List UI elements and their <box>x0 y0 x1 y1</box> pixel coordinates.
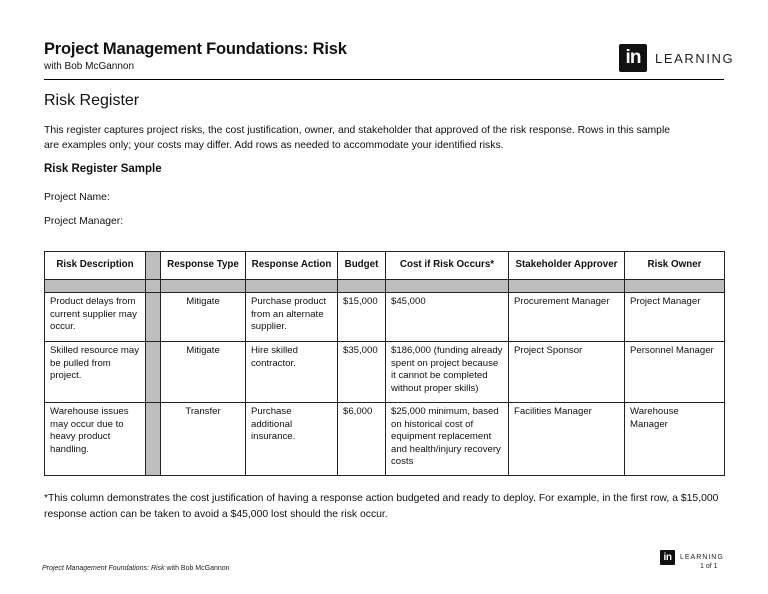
gray-divider-cell <box>146 403 161 476</box>
response-type-cell: Mitigate <box>161 293 246 342</box>
footer-logo-text: LEARNING <box>680 554 724 561</box>
linkedin-icon: in <box>660 550 675 565</box>
response-action-cell: Purchase product from an alternate supplier. <box>246 293 338 342</box>
cost-cell: $45,000 <box>386 293 509 342</box>
stakeholder-cell: Procurement Manager <box>509 293 625 342</box>
logo-text: LEARNING <box>655 50 735 66</box>
linkedin-icon: in <box>619 44 647 72</box>
header-budget: Budget <box>338 252 386 280</box>
section-heading: Risk Register <box>44 92 140 109</box>
linkedin-learning-logo <box>619 44 734 72</box>
page-number: 1 of 1 <box>700 563 718 570</box>
owner-cell: Project Manager <box>625 293 725 342</box>
header-stakeholder: Stakeholder Approver <box>509 252 625 280</box>
risk-description-cell: Product delays from current supplier may occur. <box>45 293 146 342</box>
footer-course-title: Project Management Foundations: Risk <box>42 565 165 572</box>
header-response-action: Response Action <box>246 252 338 280</box>
owner-cell: Personnel Manager <box>625 342 725 403</box>
footer-author: with Bob McGannon <box>164 565 230 572</box>
cost-cell: $25,000 minimum, based on historical cost of equipment replacement and health/injury recovery costs <box>386 403 509 476</box>
response-action-cell: Hire skilled contractor. <box>246 342 338 403</box>
table-row <box>45 403 725 476</box>
header-divider <box>44 79 724 80</box>
footer-course-credit <box>42 565 230 572</box>
document-title: Project Management Foundations: Risk <box>44 40 347 58</box>
sample-heading: Risk Register Sample <box>44 163 162 175</box>
cost-cell: $186,000 (funding already spent on project because it cannot be completed without proper skills) <box>386 342 509 403</box>
intro-paragraph: This register captures project risks, the cost justification, owner, and stakeholder that approved of the risk response. Rows in this sample are examples only; your costs may differ. Add rows as needed to accommodate your identified risks. <box>44 125 671 151</box>
header-owner: Risk Owner <box>625 252 725 280</box>
risk-register-table <box>44 251 725 476</box>
header-cost: Cost if Risk Occurs* <box>386 252 509 280</box>
stakeholder-cell: Project Sponsor <box>509 342 625 403</box>
project-name-label: Project Name: <box>44 192 110 203</box>
table-row <box>45 293 725 342</box>
gray-divider-cell <box>146 342 161 403</box>
gray-divider-cell <box>146 293 161 342</box>
owner-cell: Warehouse Manager <box>625 403 725 476</box>
table-header-row <box>45 252 725 280</box>
response-type-cell: Mitigate <box>161 342 246 403</box>
budget-cell: $35,000 <box>338 342 386 403</box>
table-row <box>45 342 725 403</box>
budget-cell: $6,000 <box>338 403 386 476</box>
response-action-cell: Purchase additional insurance. <box>246 403 338 476</box>
gray-divider-column <box>146 252 161 280</box>
stakeholder-cell: Facilities Manager <box>509 403 625 476</box>
footnote: *This column demonstrates the cost justification of having a response action budgeted and ready to deploy. For example, in the first row, a $15,000 response action can be taken to avoid a $45,000 lost should the risk occur. <box>44 493 719 520</box>
project-manager-label: Project Manager: <box>44 216 124 227</box>
document-subtitle: with Bob McGannon <box>44 61 135 72</box>
budget-cell: $15,000 <box>338 293 386 342</box>
response-type-cell: Transfer <box>161 403 246 476</box>
shaded-spacer-row <box>45 280 725 293</box>
risk-description-cell: Skilled resource may be pulled from project. <box>45 342 146 403</box>
header-response-type: Response Type <box>161 252 246 280</box>
risk-description-cell: Warehouse issues may occur due to heavy product handling. <box>45 403 146 476</box>
header-risk-description: Risk Description <box>45 252 146 280</box>
